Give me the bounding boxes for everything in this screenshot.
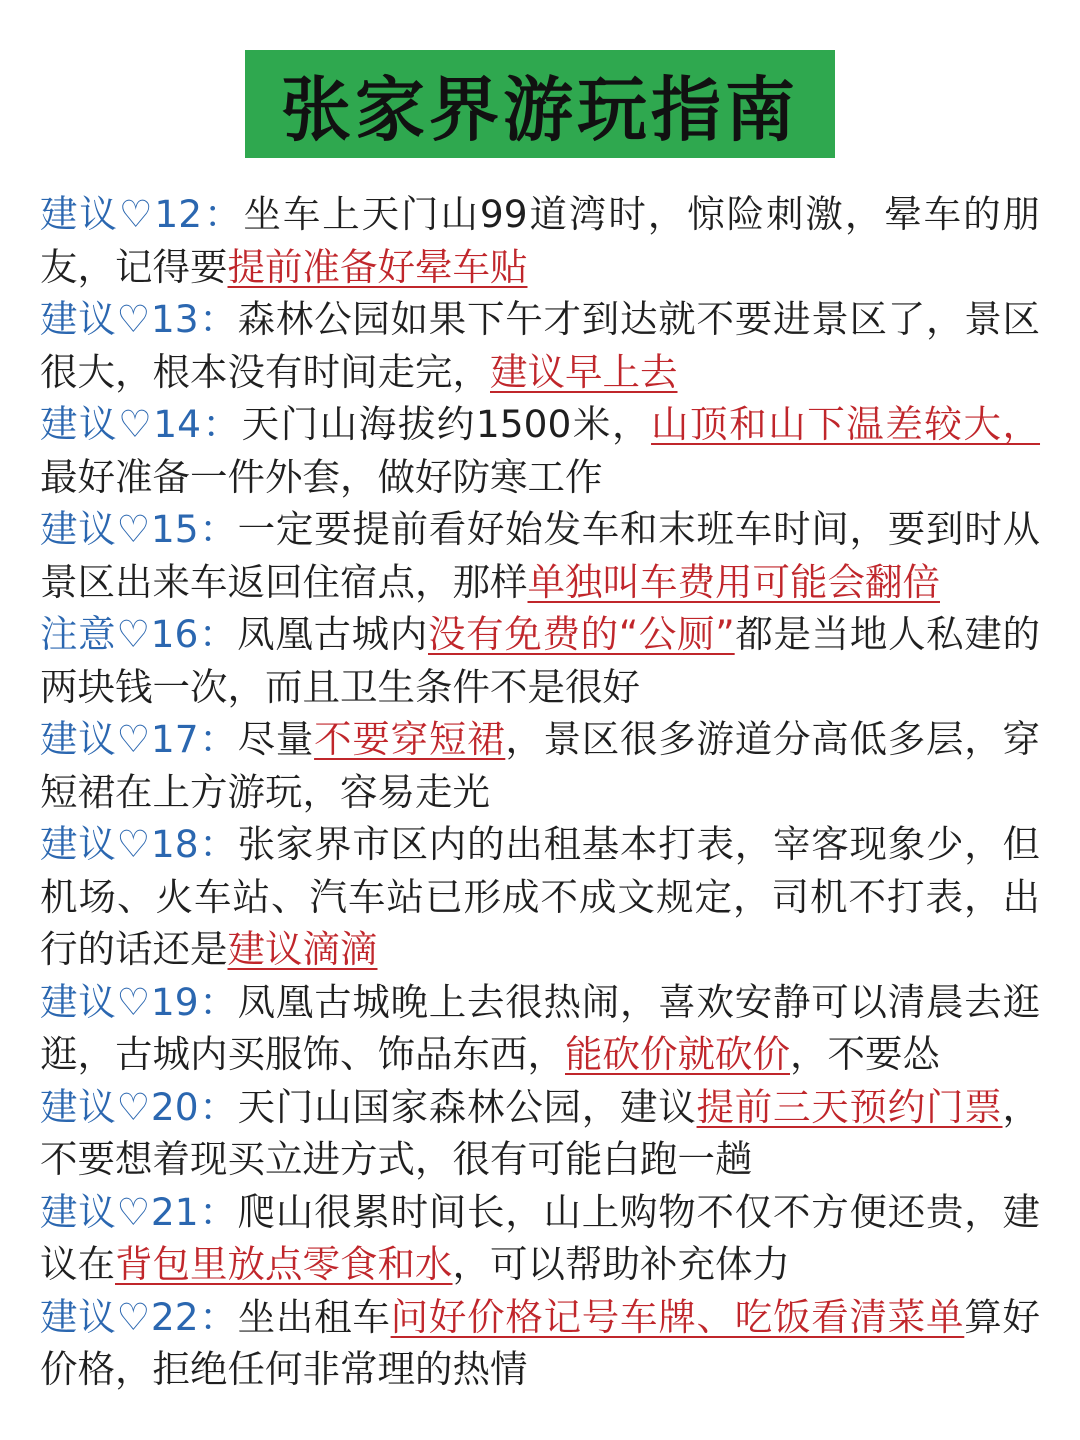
tip-text: ，不要怂 [790, 1032, 940, 1076]
tip-label: 建议♡21： [40, 1189, 238, 1234]
tip-item [40, 818, 1040, 976]
tip-text: 尽量 [237, 717, 315, 761]
page-title: 张家界游玩指南 [281, 68, 799, 151]
tip-text: 凤凰古城晚上去很热闹，喜欢安静可以清晨去逛逛，古城内买服饰、饰品东西， [40, 979, 1041, 1076]
tip-label: 建议♡17： [40, 717, 238, 761]
tip-label: 建议♡19： [40, 979, 238, 1024]
tip-text: 爬山很累时间长，山上购物不仅不方便还贵，建议在 [40, 1189, 1041, 1286]
tip-highlight: 建议滴滴 [227, 927, 378, 971]
tip-label: 建议♡13： [40, 297, 238, 341]
tip-highlight: 背包里放点零食和水 [115, 1242, 453, 1286]
tip-highlight: 没有免费的“公厕” [428, 612, 735, 656]
tip-label: 建议♡18： [40, 822, 238, 866]
tip-text: 凤凰古城内 [237, 612, 428, 656]
tip-text: ，不要想着现买立进方式，很有可能白跑一趟 [40, 1084, 1041, 1181]
tip-highlight: 提前准备好晕车贴 [227, 244, 528, 289]
tip-text: 张家界市区内的出租基本打表，宰客现象少，但机场、火车站、汽车站已形成不成文规定，司机不打表，出行的话还是 [40, 822, 1041, 971]
tip-text: 森林公园如果下午才到达就不要进景区了，景区很大，根本没有时间走完， [40, 297, 1041, 394]
tip-highlight: 山顶和山下温差较大， [651, 402, 1041, 446]
tip-text: 算好价格，拒绝任何非常理的热情 [40, 1294, 1041, 1391]
tip-highlight: 问好价格记号车牌、吃饭看清菜单 [390, 1294, 965, 1339]
tip-item [40, 188, 1040, 293]
tip-label: 建议♡14： [40, 402, 242, 446]
tip-highlight: 建议早上去 [490, 349, 678, 394]
tip-text: 坐出租车 [237, 1294, 391, 1339]
tip-item [40, 608, 1040, 713]
tip-highlight: 单独叫车费用可能会翻倍 [527, 559, 940, 604]
tip-label: 建议♡12： [40, 192, 244, 236]
tip-item [40, 976, 1040, 1081]
tip-highlight: 提前三天预约门票 [696, 1084, 1003, 1129]
tip-label: 建议♡15： [40, 507, 238, 551]
tip-text: 最好准备一件外套，做好防寒工作 [40, 454, 603, 499]
tip-text: 坐车上天门山99道湾时，惊险刺激，晕车的朋友，记得要 [40, 192, 1040, 289]
tip-item [40, 503, 1040, 608]
tip-text: 天门山海拔约1500米， [241, 402, 652, 446]
tip-item [40, 713, 1040, 818]
tip-item [40, 398, 1040, 503]
tip-item [40, 293, 1040, 398]
tip-text: 天门山国家森林公园，建议 [237, 1084, 697, 1129]
tip-item [40, 1291, 1040, 1396]
tip-text: ，可以帮助补充体力 [452, 1242, 790, 1286]
tip-text: ，景区很多游道分高低多层，穿短裙在上方游玩，容易走光 [40, 717, 1041, 814]
tip-highlight: 不要穿短裙 [314, 717, 506, 761]
tips-list [40, 188, 1040, 1396]
tip-item [40, 1186, 1040, 1291]
tip-label: 建议♡22： [40, 1294, 238, 1339]
tip-item [40, 1081, 1040, 1186]
tip-text: 都是当地人私建的两块钱一次，而且卫生条件不是很好 [40, 612, 1041, 709]
tip-text: 一定要提前看好始发车和末班车时间，要到时从景区出来车返回住宿点，那样 [40, 507, 1041, 604]
tip-label: 注意♡16： [40, 612, 238, 656]
tip-highlight: 能砍价就砍价 [565, 1032, 790, 1076]
title-banner [245, 50, 835, 158]
tip-label: 建议♡20： [40, 1084, 238, 1129]
